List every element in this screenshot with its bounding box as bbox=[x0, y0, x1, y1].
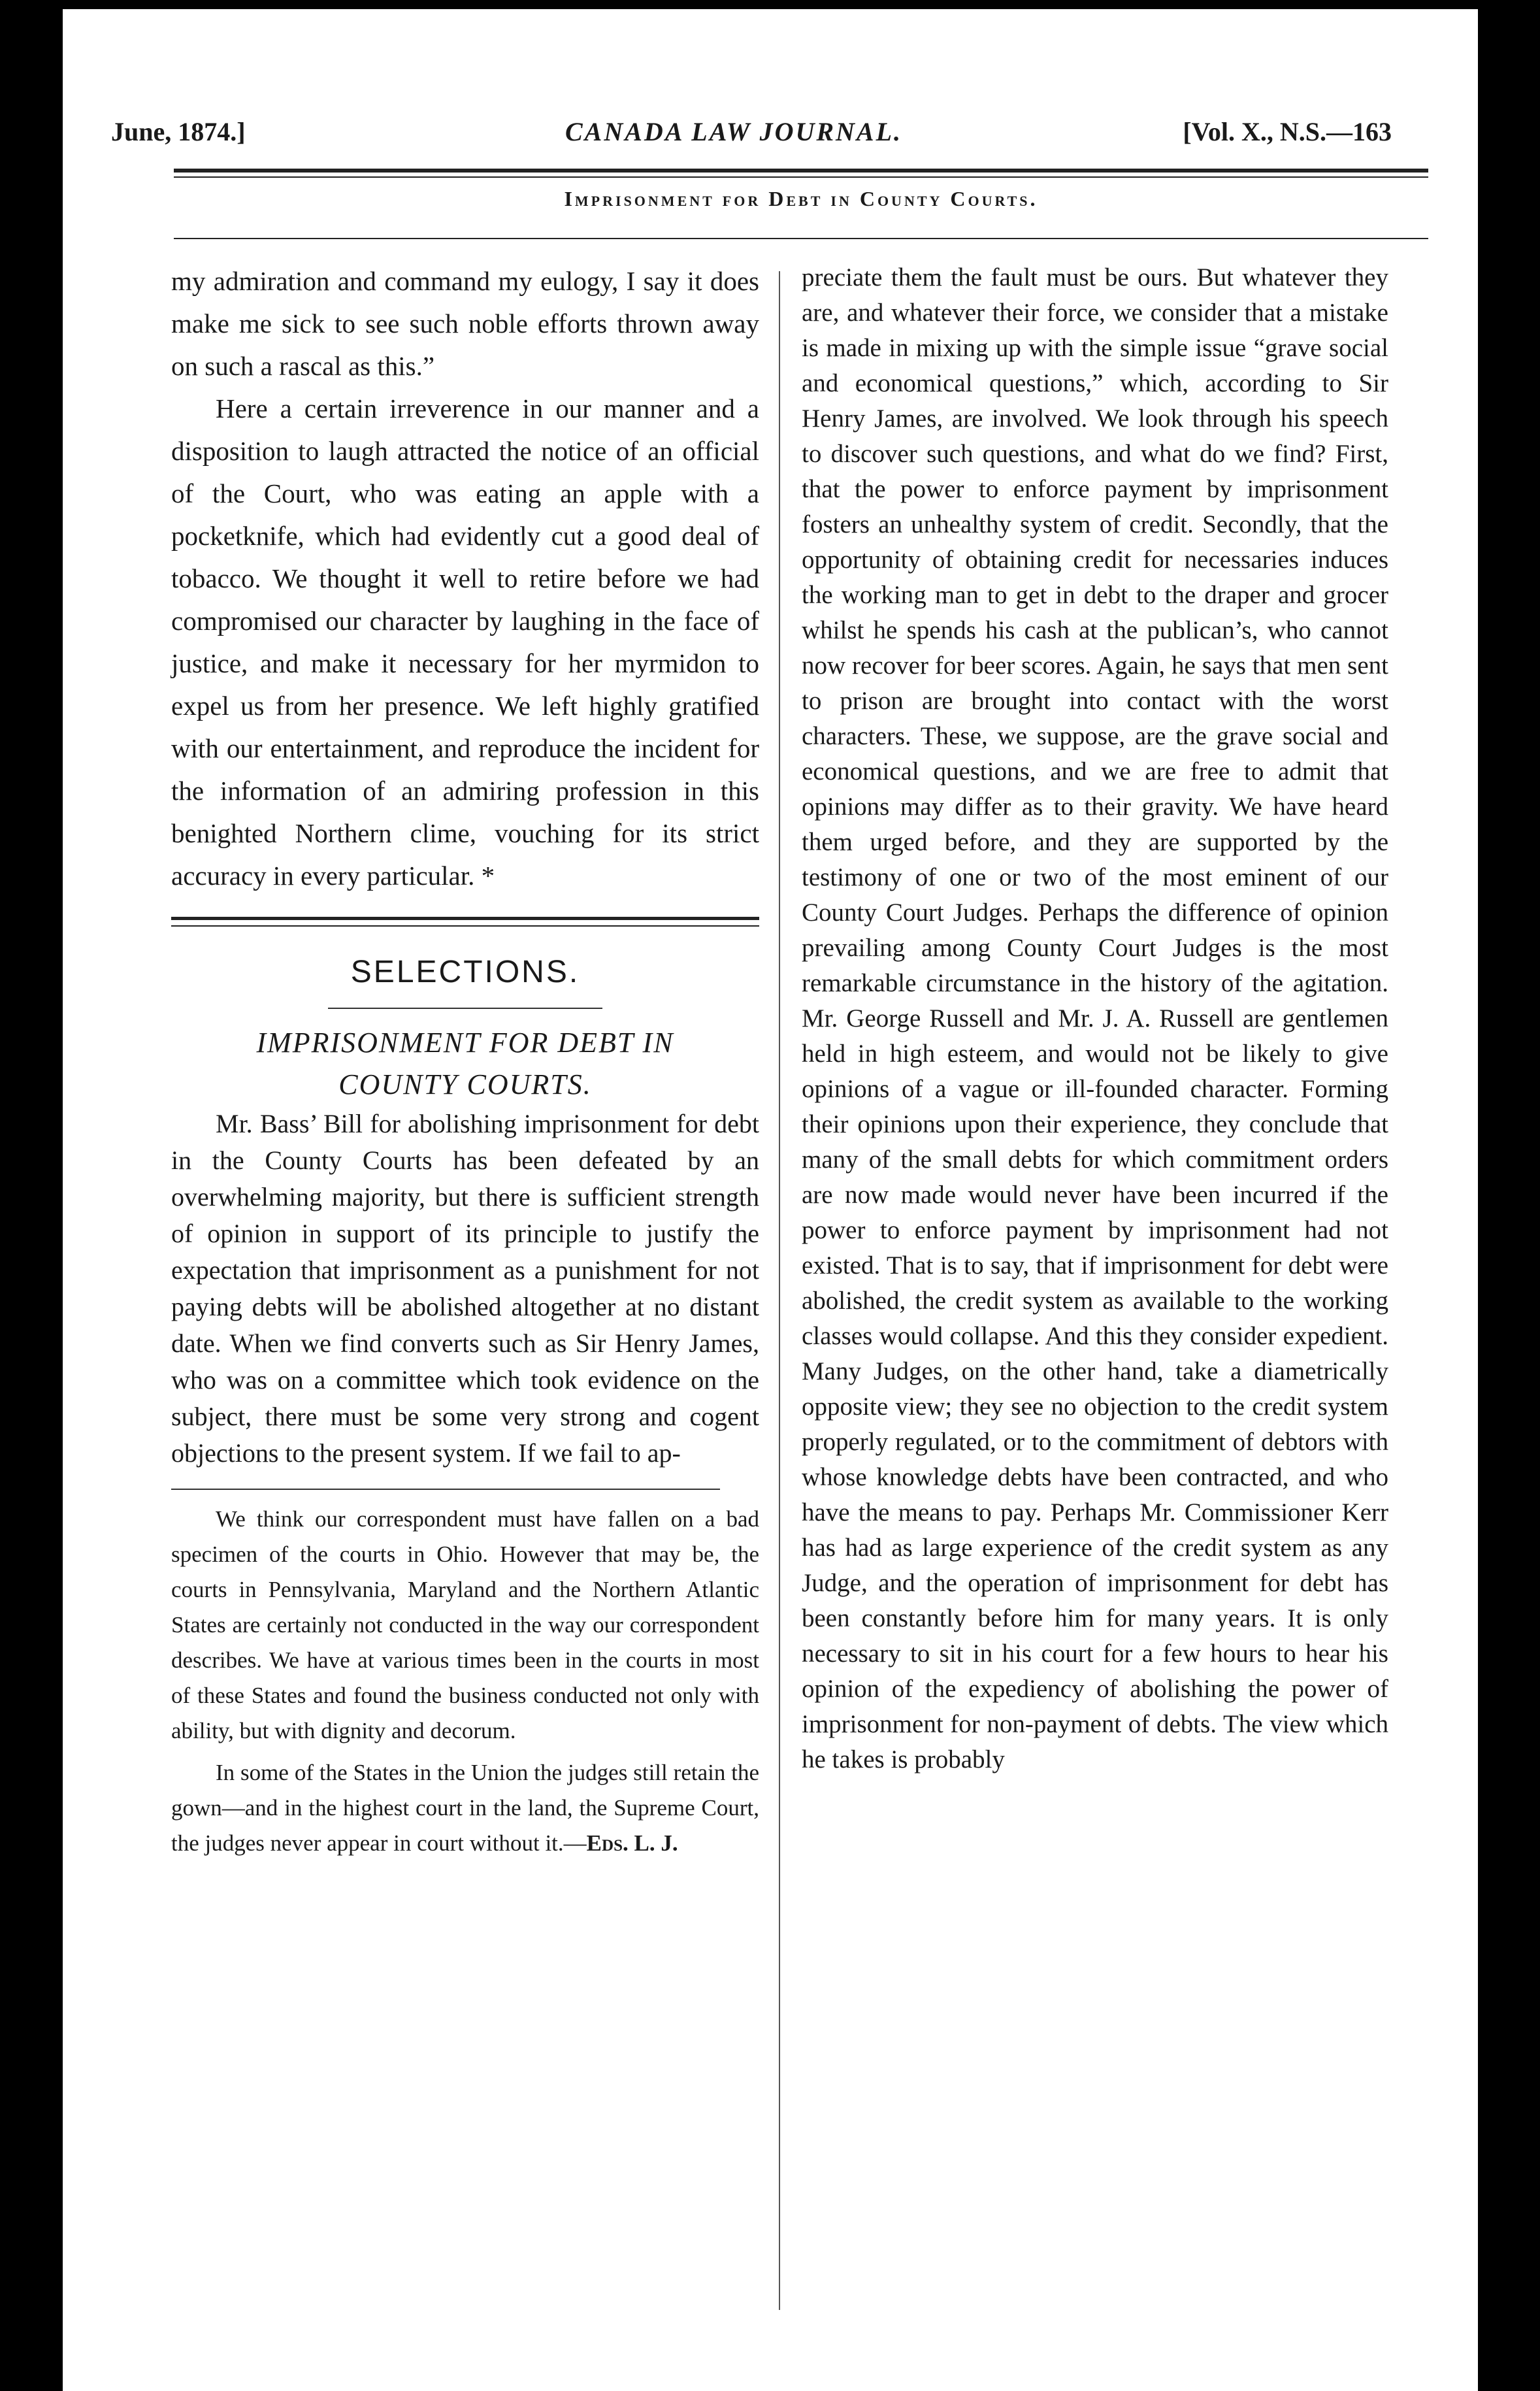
article-title-line-1: IMPRISONMENT FOR DEBT IN bbox=[256, 1027, 674, 1059]
footnote bbox=[171, 1502, 759, 1861]
footnote-text: In some of the States in the Union the judges still retain the gown—and in the highest court in the land, the Supreme Court, the judges never appear in court without it.— bbox=[171, 1760, 759, 1856]
header-volume: [Vol. X., N.S.—163 bbox=[1183, 117, 1392, 146]
scan-left-border bbox=[0, 0, 63, 2391]
left-paragraph-1: my admiration and command my eulogy, I say it does make me sick to see such noble efforts thrown away on such a rascal as this.” bbox=[171, 266, 759, 381]
article-paragraph: Mr. Bass’ Bill for abolishing imprisonment for debt in the County Courts has been defeated by an overwhelming majority, but there is sufficient strength of opinion in support of its principle to justify the expectation that imprisonment as a punishment for not paying debts will be abolished altogether at no distant date. When we find converts such as Sir Henry James, who was on a committee which took evidence on the subject, there must be some very strong and cogent objections to the present system. If we fail to ap- bbox=[171, 1109, 759, 1468]
scan-top-border bbox=[0, 0, 1540, 9]
column-divider bbox=[779, 271, 780, 2310]
article-title bbox=[171, 1022, 759, 1106]
footnote-rule bbox=[171, 1489, 720, 1490]
header-rule-thick bbox=[174, 169, 1428, 173]
footnote-paragraph-1: We think our correspondent must have fallen on a bad specimen of the courts in Ohio. However that may be, the courts in Pennsylvania, Maryland and the Northern Atlantic States are certainly not conducted in the way our correspondent describes. We have at various times been in the courts in most of these States and found the business conducted not only with ability, but with dignity and decorum. bbox=[171, 1506, 759, 1743]
article-title-line-2: COUNTY COURTS. bbox=[338, 1068, 592, 1100]
header-journal-title: CANADA LAW JOURNAL. bbox=[565, 117, 903, 146]
left-column bbox=[171, 260, 759, 1861]
right-paragraph: preciate them the fault must be ours. But whatever they are, and whatever their force, we consider that a mistake is made in mixing up with the simple issue “grave social and economical questions,” which, according to Sir Henry James, are involved. We look through his speech to discover such questions, and what do we find? First, that the power to enforce payment by imprisonment fosters an unhealthy system of credit. Secondly, that the opportunity of obtaining credit for necessaries induces the working man to get in debt to the draper and grocer whilst he spends his cash at the publican’s, who cannot now recover for beer scores. Again, he says that men sent to prison are brought into contact with the worst characters. These, we suppose, are the grave social and economical questions, and we are free to admit that opinions may differ as to their gravity. We have heard them urged before, and they are supported by the testimony of one or two of the most eminent of our County Court Judges. Perhaps the difference of opinion prevailing among County Court Judges is the most remarkable circumstance in the history of the agitation. Mr. George Russell and Mr. J. A. Russell are gentlemen held in high esteem, and would not be likely to give opinions of a vague or ill-founded character. Forming their opinions upon their experience, they conclude that many of the small debts for which commitment orders are now made would never have been incurred if the power to enforce payment by imprisonment had not existed. That is to say, that if imprisonment for debt were abolished, the credit system as available to the working classes would collapse. And this they consider expedient. Many Judges, on the other hand, take a diametrically opposite view; they see no objection to the credit system properly regulated, or to the commitment of debtors with whose knowledge debts have been contracted, and who have the means to pay. Perhaps Mr. Commissioner Kerr has had as large experience of the credit system as any Judge, and the operation of imprisonment for debt has been constantly before him for many years. It is only necessary to sit in his court for a few hours to hear his opinion of the expediency of abolishing the power of imprisonment for non-payment of debts. The view which he takes is probably bbox=[802, 263, 1388, 1773]
scan-right-border bbox=[1478, 0, 1540, 2391]
footnote-signature: Eds. L. J. bbox=[586, 1830, 678, 1856]
running-head: Imprisonment for Debt in County Courts. bbox=[564, 187, 1038, 210]
section-heading-rule bbox=[328, 1008, 602, 1009]
section-heading: SELECTIONS. bbox=[350, 955, 580, 989]
header-rule-thin bbox=[174, 176, 1428, 178]
section-divider bbox=[171, 917, 759, 927]
header-date: June, 1874.] bbox=[111, 117, 246, 146]
right-column bbox=[802, 260, 1388, 1777]
left-paragraph-2: Here a certain irreverence in our manner and a disposition to laugh attracted the notice of an official of the Court, who was eating an apple with a pocketknife, which had evidently cut a good deal of tobacco. We thought it well to retire before we had compromised our character by laughing in the face of justice, and make it necessary for her myrmidon to expel us from her presence. We left highly gratified with our entertainment, and reproduce the incident for the information of an admiring profession in this benighted Northern clime, vouching for its strict accuracy in every particular. * bbox=[171, 393, 759, 891]
running-head-rule bbox=[174, 238, 1428, 239]
page-header bbox=[111, 116, 1392, 156]
footnote-paragraph-2 bbox=[171, 1755, 759, 1861]
